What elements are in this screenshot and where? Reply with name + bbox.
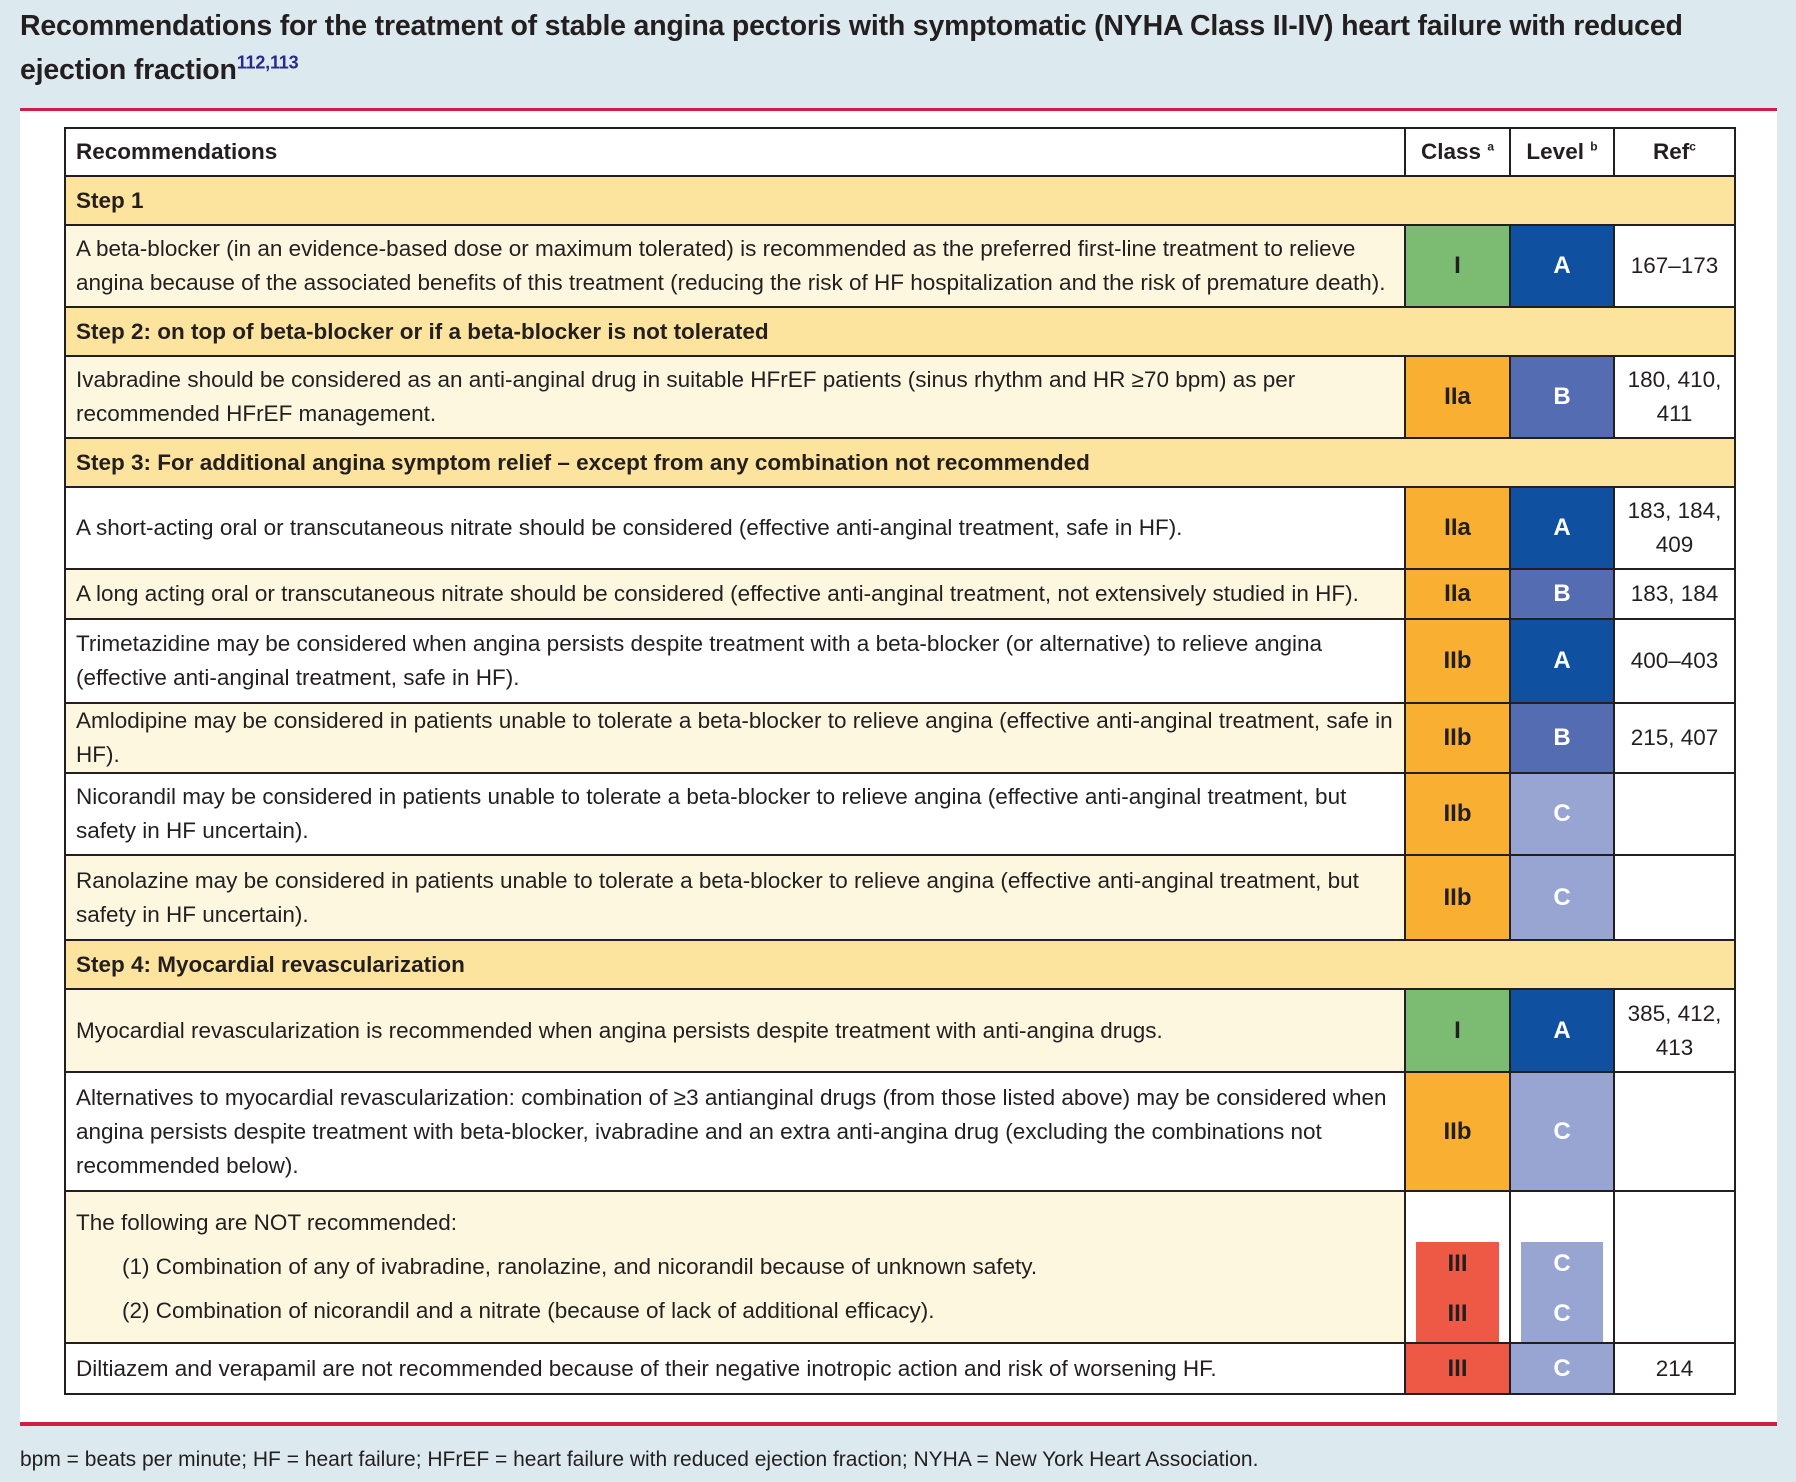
recommendation-text: A short-acting oral or transcutaneous nitrate should be considered (effective anti-anginal treatment, safe in HF).: [65, 487, 1405, 569]
step-label: Step 4: Myocardial revascularization: [65, 940, 1735, 989]
class-badge: III: [1416, 1286, 1499, 1342]
reference: [1614, 1191, 1735, 1343]
title-text: Recommendations for the treatment of stable angina pectoris with symptomatic (NYHA Class II-IV) heart failure with reduced ejection fraction: [20, 10, 1683, 86]
table-row: [65, 773, 1735, 855]
table-row: [65, 225, 1735, 307]
table-row: [65, 619, 1735, 703]
table-row: [65, 487, 1735, 569]
bottom-rule: [20, 1422, 1777, 1426]
class-badge: III: [1405, 1343, 1510, 1394]
level-badge: C: [1510, 773, 1614, 855]
level-badge: B: [1510, 356, 1614, 438]
step-row: [65, 940, 1735, 989]
recommendation-text: A long acting oral or transcutaneous nitrate should be considered (effective anti-anginal treatment, not extensively studied in HF).: [65, 569, 1405, 619]
not-recommended-item: (1) Combination of any of ivabradine, ranolazine, and nicorandil because of unknown safety.: [122, 1254, 1038, 1279]
header-class-footnote: a: [1487, 139, 1494, 154]
recommendation-text: Diltiazem and verapamil are not recommended because of their negative inotropic action and risk of worsening HF.: [65, 1343, 1405, 1394]
class-badge: IIa: [1405, 569, 1510, 619]
recommendation-text: Nicorandil may be considered in patients unable to tolerate a beta-blocker to relieve angina (effective anti-anginal treatment, but safety in HF uncertain).: [65, 773, 1405, 855]
header-class-label: Class: [1421, 139, 1482, 164]
level-badge: B: [1510, 703, 1614, 773]
recommendation-text: Ivabradine should be considered as an anti-anginal drug in suitable HFrEF patients (sinus rhythm and HR ≥70 bpm) as per recommended HFrEF management.: [65, 356, 1405, 438]
level-badge: C: [1521, 1286, 1603, 1342]
table-row: [65, 569, 1735, 619]
level-badge: C: [1521, 1242, 1603, 1286]
class-badge: IIb: [1405, 619, 1510, 703]
title-refs: 112,113: [236, 52, 299, 73]
step-row: [65, 438, 1735, 487]
table-row: [65, 1343, 1735, 1394]
step-label: Step 3: For additional angina symptom relief – except from any combination not recommended: [65, 438, 1735, 487]
header-class: [1405, 128, 1510, 176]
level-badge: A: [1510, 225, 1614, 307]
reference: 400–403: [1614, 619, 1735, 703]
abbreviations-footnote: bpm = beats per minute; HF = heart failure; HFrEF = heart failure with reduced ejection fraction; NYHA = New York Heart Association.: [20, 1448, 1259, 1471]
not-recommended-text: [65, 1191, 1405, 1343]
class-badge: IIa: [1405, 356, 1510, 438]
step-label: Step 1: [65, 176, 1735, 225]
table-title: [20, 4, 1780, 92]
level-badge: A: [1510, 619, 1614, 703]
table-row: [65, 989, 1735, 1072]
reference: 214: [1614, 1343, 1735, 1394]
class-badge: III: [1416, 1242, 1499, 1286]
table-row: [65, 703, 1735, 773]
reference: 183, 184: [1614, 569, 1735, 619]
header-recommendations-label: Recommendations: [76, 139, 278, 164]
class-badge: IIb: [1405, 773, 1510, 855]
class-badge: IIb: [1405, 1072, 1510, 1191]
level-badge: A: [1510, 487, 1614, 569]
recommendation-text: Alternatives to myocardial revascularization: combination of ≥3 antianginal drugs (from those listed above) may be considered when angina persists despite treatment with beta-blocker, ivabradine and an extra anti-angina drug (excluding the combinations not recommended below).: [65, 1072, 1405, 1191]
table-row: [65, 855, 1735, 940]
class-badge: IIa: [1405, 487, 1510, 569]
not-recommended-intro: The following are NOT recommended:: [76, 1210, 458, 1235]
level-badge: C: [1510, 1072, 1614, 1191]
table-row: [65, 1072, 1735, 1191]
header-level-label: Level: [1526, 139, 1584, 164]
recommendation-text: Amlodipine may be considered in patients unable to tolerate a beta-blocker to relieve angina (effective anti-anginal treatment, safe in HF).: [65, 703, 1405, 773]
reference: 215, 407: [1614, 703, 1735, 773]
reference: 183, 184, 409: [1614, 487, 1735, 569]
reference: 385, 412, 413: [1614, 989, 1735, 1072]
not-recommended-row: [65, 1191, 1735, 1343]
header-level: [1510, 128, 1614, 176]
not-recommended-item: (2) Combination of nicorandil and a nitrate (because of lack of additional efficacy).: [122, 1298, 935, 1323]
reference: [1614, 773, 1735, 855]
level-badge: C: [1510, 1343, 1614, 1394]
header-recommendations: [65, 128, 1405, 176]
step-label: Step 2: on top of beta-blocker or if a beta-blocker is not tolerated: [65, 307, 1735, 356]
header-ref-footnote: c: [1689, 139, 1696, 154]
recommendation-text: Myocardial revascularization is recommended when angina persists despite treatment with anti-angina drugs.: [65, 989, 1405, 1072]
reference: [1614, 1072, 1735, 1191]
recommendation-text: A beta-blocker (in an evidence-based dose or maximum tolerated) is recommended as the preferred first-line treatment to relieve angina because of the associated benefits of this treatment (reducing the risk of HF hospitalization and the risk of premature death).: [65, 225, 1405, 307]
recommendation-text: Ranolazine may be considered in patients unable to tolerate a beta-blocker to relieve angina (effective anti-anginal treatment, but safety in HF uncertain).: [65, 855, 1405, 940]
class-badge: IIb: [1405, 855, 1510, 940]
header-level-footnote: b: [1590, 139, 1598, 154]
not-recommended-class-cell: [1405, 1191, 1510, 1343]
header-row: [65, 128, 1735, 176]
step-row: [65, 307, 1735, 356]
level-badge: A: [1510, 989, 1614, 1072]
class-badge: I: [1405, 225, 1510, 307]
reference: 180, 410, 411: [1614, 356, 1735, 438]
level-badge: C: [1510, 855, 1614, 940]
recommendation-text: Trimetazidine may be considered when angina persists despite treatment with a beta-blocker (or alternative) to relieve angina (effective anti-anginal treatment, safe in HF).: [65, 619, 1405, 703]
class-badge: IIb: [1405, 703, 1510, 773]
recommendations-table: [64, 127, 1736, 1395]
reference: [1614, 855, 1735, 940]
step-row: [65, 176, 1735, 225]
not-recommended-level-cell: [1510, 1191, 1614, 1343]
reference: 167–173: [1614, 225, 1735, 307]
level-badge: B: [1510, 569, 1614, 619]
header-ref-label: Ref: [1653, 139, 1690, 164]
class-badge: I: [1405, 989, 1510, 1072]
table-row: [65, 356, 1735, 438]
header-ref: [1614, 128, 1735, 176]
